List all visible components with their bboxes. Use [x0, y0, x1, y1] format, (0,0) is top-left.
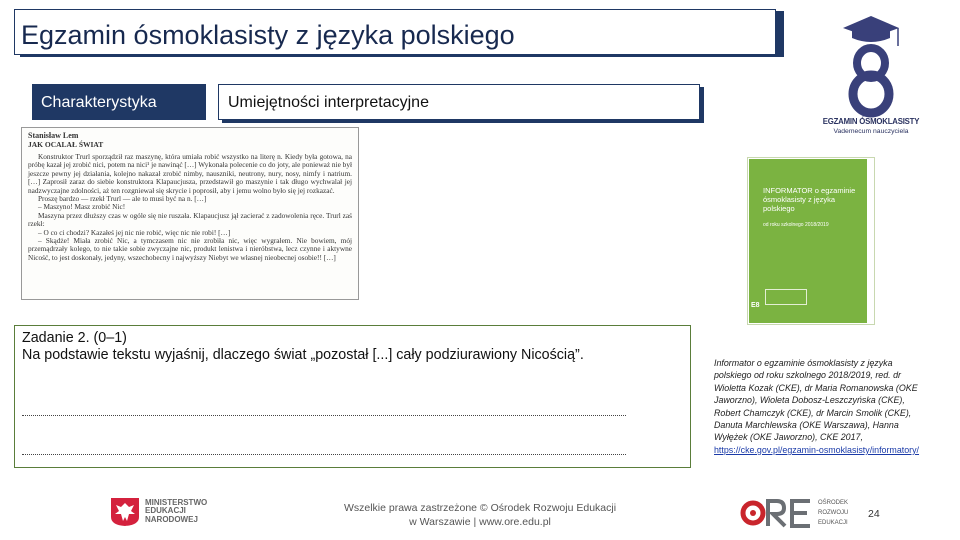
- excerpt-paragraph: – Skądże! Miała zrobić Nic, a tymczasem nic nie zrobiła nic, więc wygrałem. Nie bowiem, mój przemądrzały kolego, to nie takie sobie zwyczajne nic, produkt lenistwa i nieróbstwa, lecz czynne i aktywne Nicość, to jest doskonały, jedyny, wszechobecny i najwyższy Niebyt we własnej nieobecnej osobie!! […]: [28, 236, 352, 262]
- page-number: 24: [868, 508, 880, 520]
- tab-characteristic[interactable]: [32, 84, 206, 120]
- slide-title: [14, 9, 776, 55]
- text-excerpt: [21, 127, 359, 300]
- ore-logo-icon: [740, 496, 814, 530]
- copyright-line-2: w Warszawie | www.ore.edu.pl: [409, 516, 551, 528]
- tab-characteristic-label: Charakterystyka: [41, 94, 157, 111]
- caption-text: Informator o egzaminie ósmoklasisty z języka polskiego od roku szkolnego 2018/2019, red. dr Wioletta Kozak (CKE), dr Maria Romanowska (OKE Jaworzno), Wioleta Dobosz-Leszczyńska (CKE), Robert Chamczyk (CKE), dr Marcin Smolik (CKE), Danuta Marchlewska (OKE Warszawa), Hanna Wyłężek (OKE Jaworzno), CKE 2017,: [714, 358, 918, 443]
- task-box: [14, 325, 691, 468]
- ministry-name: [145, 499, 207, 524]
- logo-label-subtitle: Vademecum nauczyciela: [833, 128, 909, 135]
- task-body: Na podstawie tekstu wyjaśnij, dlaczego świat „pozostał [...] cały podziurawiony Nicością”.: [22, 347, 584, 363]
- answer-line: [22, 415, 626, 416]
- ore-name-line: OŚRODEK: [818, 500, 849, 506]
- excerpt-title: JAK OCALAŁ ŚWIAT: [28, 140, 104, 149]
- ore-full-name: [818, 498, 848, 528]
- excerpt-paragraph: – O co ci chodzi? Kazałeś jej nic nie robić, więc nic nie robi! […]: [38, 227, 231, 237]
- slide-title-text: Egzamin ósmoklasisty z języka polskiego: [21, 20, 515, 50]
- book-publisher-logo-icon: [765, 289, 807, 305]
- book-corner-mark: E8: [751, 302, 760, 309]
- excerpt-paragraph: Maszyna przez dłuższy czas w ogóle się nie ruszała. Klapaucjusz jął zacierać z zadowolenia ręce. Trurl zaś rzekł:: [28, 210, 352, 229]
- caption-link[interactable]: https://cke.gov.pl/egzamin-osmoklasisty/informatory/: [714, 444, 920, 455]
- tab-skills-label: Umiejętności interpretacyjne: [228, 94, 429, 111]
- excerpt-paragraph: Proszę bardzo — rzekł Trurl — ale to musi być na n. […]: [38, 194, 207, 204]
- tab-skills[interactable]: [218, 84, 700, 120]
- ministry-line: EDUKACJI: [145, 506, 186, 516]
- excerpt-author: Stanisław Lem: [28, 131, 79, 140]
- ore-name-line: EDUKACJI: [818, 520, 848, 526]
- book-subtitle: od roku szkolnego 2018/2019: [763, 222, 829, 228]
- source-caption: [714, 357, 926, 456]
- copyright-notice: [320, 501, 640, 529]
- excerpt-paragraph: Konstruktor Trurl sporządził raz maszynę, która umiała robić wszystko na literę n. Kiedy była gotowa, na próbę kazał jej zrobić nici, potem na nici¹ je nawinąć […] Wykonała polecenie co do joty, ale ponieważ nie był jeszcze pewny jej działania, kolejno nakazał zrobić nimby, nauszniki, neutrony, nury, nosy, nimfy i natrium. […] Zaprosił zaraz do siebie konstruktora Klapaucjusza, przedstawił go maszynie i tak długo wychwalał jej nadzwyczajne zdolności, aż ten rozgniewał się skrycie i poprosił, aby i jemu wolno było się jej rozkazać.: [28, 152, 352, 195]
- answer-line: [22, 454, 626, 455]
- book-cover-fill: [749, 159, 867, 323]
- eagle-emblem-icon: [110, 497, 140, 527]
- logo-label-title: EGZAMIN ÓSMOKLASISTY: [822, 117, 920, 126]
- book-title: INFORMATOR o egzaminie ósmoklasisty z języka polskiego: [763, 186, 856, 213]
- copyright-line-1: Wszelkie prawa zastrzeżone © Ośrodek Rozwoju Edukacji: [343, 502, 617, 514]
- ministry-line: NARODOWEJ: [145, 514, 198, 524]
- task-number: Zadanie 2. (0–1): [22, 330, 127, 346]
- ore-name-line: ROZWOJU: [818, 510, 849, 516]
- excerpt-paragraph: – Maszyno! Masz zrobić Nic!: [38, 202, 126, 212]
- ministry-line: MINISTERSTWO: [145, 498, 208, 507]
- informator-book-cover: [747, 157, 875, 325]
